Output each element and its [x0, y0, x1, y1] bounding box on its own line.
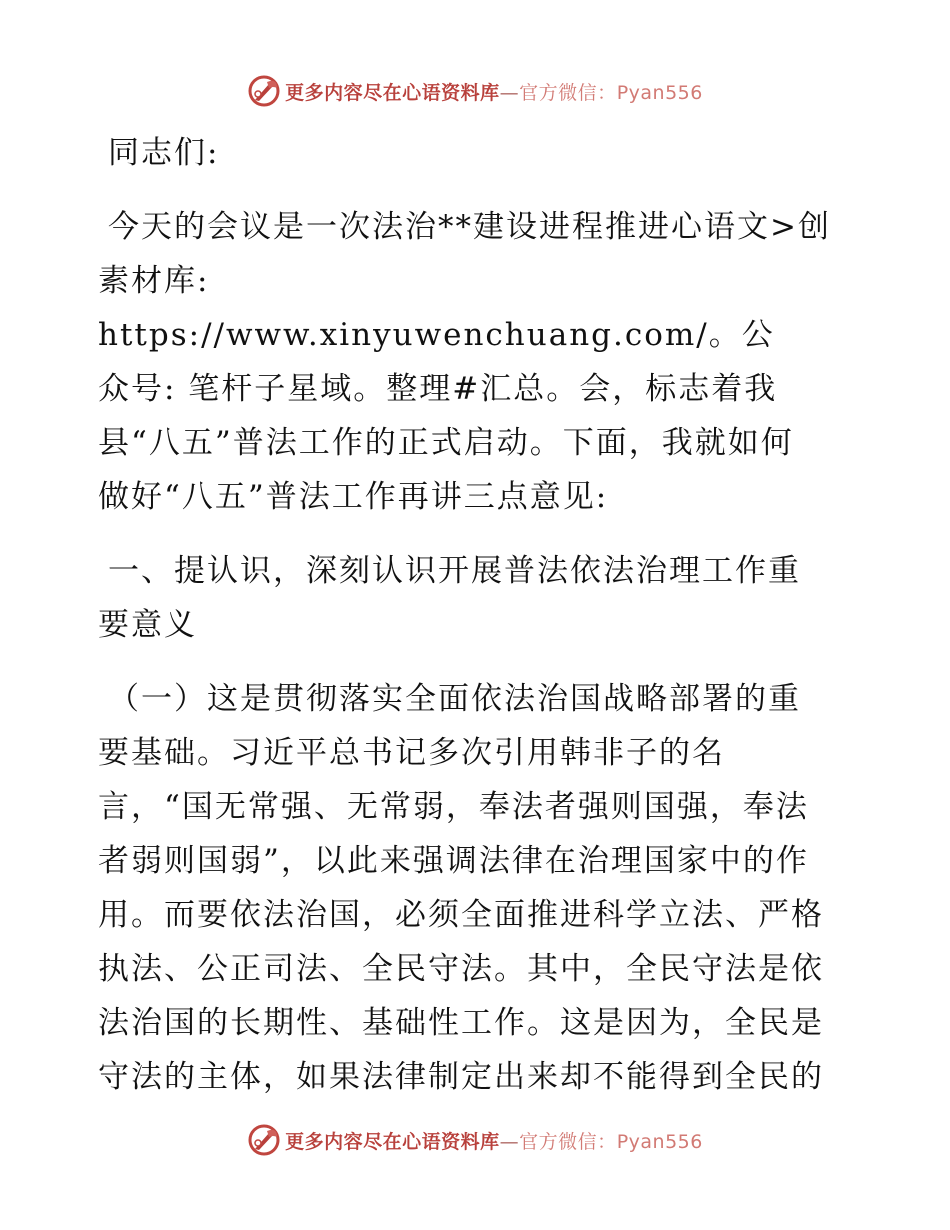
section-line: （一）这是贯彻落实全面依法治国战略部署的重: [108, 681, 801, 717]
watermark-separator: —: [499, 1130, 520, 1153]
intro-line: 众号: 笔杆子星域。整理#汇总。会，标志着我: [98, 371, 778, 407]
header-watermark-banner: [0, 69, 950, 113]
intro-line: 今天的会议是一次法治**建设进程推进心语文>创: [108, 209, 831, 245]
section-line: 要基础。习近平总书记多次引用韩非子的名: [98, 735, 725, 771]
section-line: 守法的主体，如果法律制定出来却不能得到全民的: [98, 1059, 824, 1095]
watermark-text: [285, 78, 703, 105]
section-1-paragraph: [98, 672, 850, 1104]
footer-watermark-banner: [0, 1118, 950, 1162]
watermark-official-text: 官方微信：: [519, 1130, 617, 1153]
intro-line: 做好“八五”普法工作再讲三点意见:: [98, 479, 609, 515]
watermark-site-text: 更多内容尽在心语资料库: [285, 1130, 500, 1153]
section-line: 者弱则国弱”，以此来强调法律在治理国家中的作: [98, 843, 809, 879]
watermark-separator: —: [499, 81, 520, 104]
section-line: 言，“国无常强、无常弱，奉法者强则国强，奉法: [98, 789, 809, 825]
quill-logo-icon: [247, 1123, 281, 1157]
section-line: 用。而要依法治国，必须全面推进科学立法、严格: [98, 897, 824, 933]
section-line: 法治国的长期性、基础性工作。这是因为，全民是: [98, 1005, 824, 1041]
watermark-site-text: 更多内容尽在心语资料库: [285, 81, 500, 104]
heading-line: 一、提认识，深刻认识开展普法依法治理工作重: [108, 553, 801, 589]
watermark-text: [285, 1127, 703, 1154]
intro-line: 县“八五”普法工作的正式启动。下面，我就如何: [98, 425, 794, 461]
section-heading-1: [98, 544, 850, 652]
watermark-official-text: 官方微信：: [519, 81, 617, 104]
intro-line: 素材库: https://www.xinyuwenchuang.com/。公: [98, 263, 775, 353]
watermark-wechat-id: Pyan556: [616, 1130, 703, 1153]
section-line: 执法、公正司法、全民守法。其中，全民守法是依: [98, 951, 824, 987]
intro-paragraph: [98, 200, 850, 524]
quill-logo-icon: [247, 74, 281, 108]
document-body: [98, 126, 850, 1104]
salutation: 同志们:: [108, 135, 220, 171]
watermark-wechat-id: Pyan556: [616, 81, 703, 104]
heading-line: 要意义: [98, 607, 197, 643]
